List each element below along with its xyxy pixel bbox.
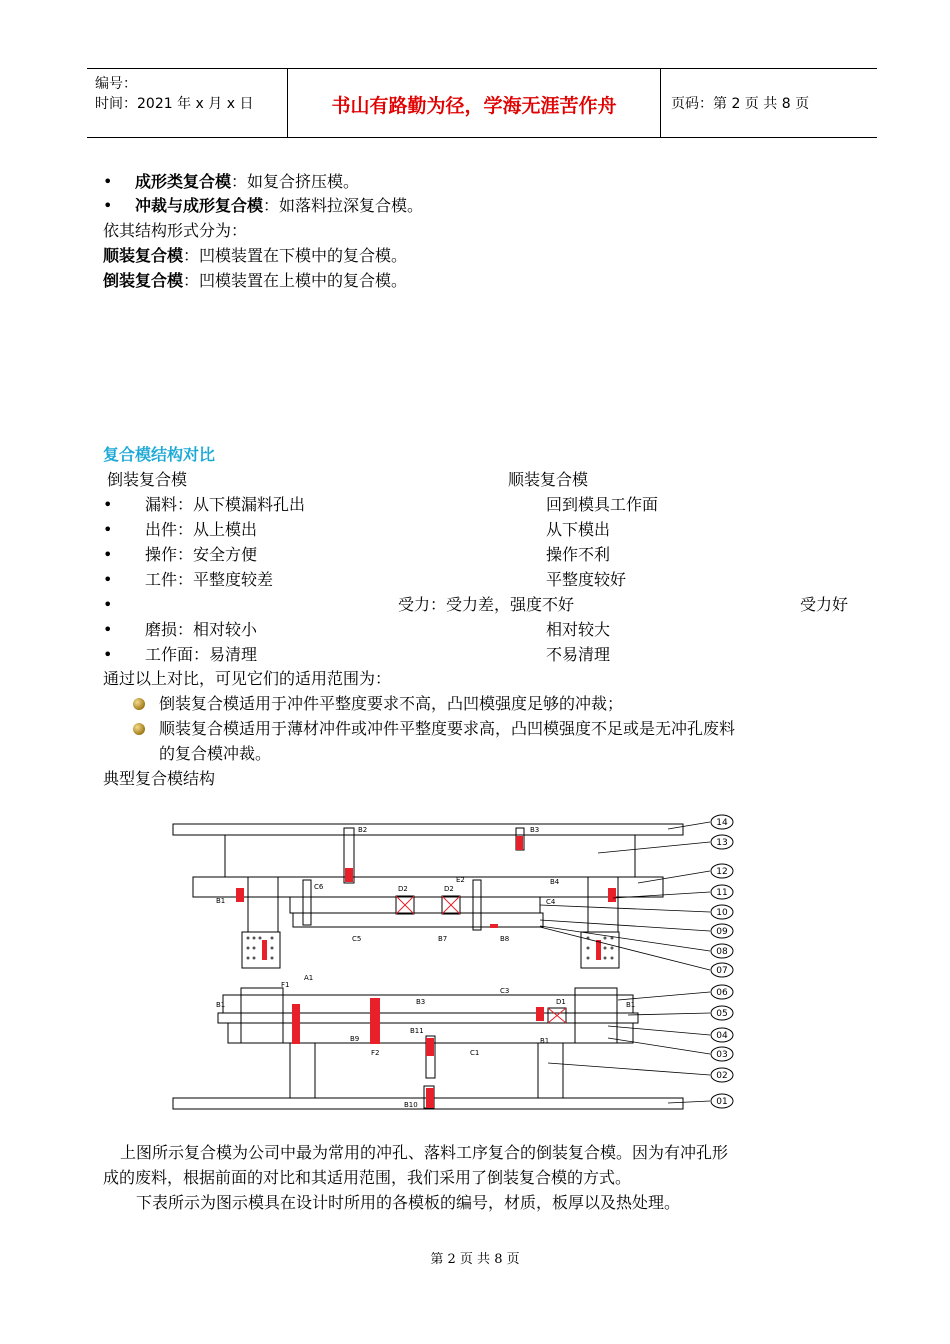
motto-text: 书山有路勤为径，学海无涯苦作舟 <box>331 95 617 117</box>
callout-08: 08 <box>716 947 728 957</box>
pin-e2 <box>473 880 481 930</box>
label-b8: B8 <box>500 935 510 943</box>
label-c4: C4 <box>546 898 556 906</box>
intro-item-1-bold: 成形类复合模 <box>135 172 232 191</box>
page-footer: 第 2 页 共 8 页 <box>430 1252 520 1267</box>
compound-die-diagram <box>168 808 748 1118</box>
bullet-mark: • <box>103 495 113 514</box>
inverted-die-definition <box>103 270 407 292</box>
callout-12: 12 <box>716 867 728 877</box>
label-e2: E2 <box>456 876 465 884</box>
label-b3-upper: B3 <box>530 826 540 834</box>
callout-04: 04 <box>716 1031 728 1041</box>
row-right: 受力好 <box>800 595 849 614</box>
label-c3: C3 <box>500 987 510 995</box>
row-left: 漏料：从下模漏料孔出 <box>145 495 306 514</box>
upper-guide-left <box>248 877 278 932</box>
header-motto-cell <box>288 69 661 137</box>
label-c5: C5 <box>352 935 362 943</box>
page-header <box>87 68 877 138</box>
callout-03: 03 <box>716 1050 728 1060</box>
comparison-title: 复合模结构对比 <box>103 445 216 464</box>
label-d2-right: D2 <box>444 885 454 893</box>
label-c1: C1 <box>470 1049 480 1057</box>
plate-10 <box>290 897 540 913</box>
bullet-mark: • <box>103 570 113 589</box>
header-meta-cell <box>87 69 288 137</box>
lower-guide-left <box>241 988 283 1043</box>
bullet-mark: • <box>103 645 113 664</box>
label-a1: A1 <box>304 974 314 982</box>
summary-text: 通过以上对比，可见它们的适用范围为： <box>103 669 392 688</box>
row-right: 不易清理 <box>546 645 611 664</box>
time-label: 时间：2021 年 x 月 x 日 <box>95 96 254 112</box>
scope-1: 倒装复合模适用于冲件平整度要求不高，凸凹模强度足够的冲裁； <box>159 694 624 713</box>
label-d2-left: D2 <box>398 885 408 893</box>
label-b1-lower: B1 <box>216 1001 226 1009</box>
intro-item-2-rest: ：如落料拉深复合模。 <box>263 196 424 215</box>
callout-11: 11 <box>716 888 728 898</box>
bullet-ball-icon <box>133 723 145 735</box>
scope-2-line-1: 顺装复合模适用于薄材冲件或冲件平整度要求高，凸凹模强度不足或是无冲孔废料 <box>159 719 736 738</box>
row-right: 从下模出 <box>546 520 611 539</box>
paragraph-1-line-2: 成的废料，根据前面的对比和其适用范围，我们采用了倒装复合模的方式。 <box>103 1168 632 1187</box>
by-structure-text: 依其结构形式分为： <box>103 221 248 240</box>
callout-02: 02 <box>716 1071 728 1081</box>
bullet-mark: • <box>103 595 113 614</box>
number-label: 编号： <box>95 76 137 92</box>
pin-c6 <box>303 880 311 925</box>
scope-2-line-2: 的复合模冲裁。 <box>159 744 272 763</box>
callout-06: 06 <box>716 988 728 998</box>
label-f1: F1 <box>281 981 290 989</box>
label-b7: B7 <box>438 935 448 943</box>
row-left: 出件：从上模出 <box>145 520 258 539</box>
upper-die-block-13 <box>225 835 635 877</box>
forward-die-rest: ：凹模装置在下模中的复合模。 <box>183 246 408 265</box>
label-d1: D1 <box>556 998 566 1006</box>
paragraph-1-line-1: 上图所示复合模为公司中最为常用的冲孔、落料工序复合的倒装复合模。因为有冲孔形 <box>120 1143 729 1162</box>
inverted-die-bold: 倒装复合模 <box>103 271 184 290</box>
intro-item-1-rest: ：如复合挤压模。 <box>231 172 360 191</box>
bullet-mark: • <box>103 620 113 639</box>
label-b10: B10 <box>404 1101 418 1109</box>
bullet-mark: • <box>103 196 113 215</box>
label-c6: C6 <box>314 883 324 891</box>
inverted-die-rest: ：凹模装置在上模中的复合模。 <box>183 271 408 290</box>
label-b1-bottom: B1 <box>540 1037 550 1045</box>
leg-right <box>538 1043 563 1098</box>
page-label: 页码：第 2 页 共 8 页 <box>671 96 810 112</box>
bullet-mark: • <box>103 172 113 191</box>
plate-09 <box>293 913 543 927</box>
row-left: 受力：受力差，强度不好 <box>398 595 575 614</box>
row-right: 回到模具工作面 <box>546 495 659 514</box>
callout-13: 13 <box>716 838 728 848</box>
header-page-cell <box>661 69 877 137</box>
label-b1-right: B1 <box>626 1001 636 1009</box>
label-b9: B9 <box>350 1035 360 1043</box>
paragraph-2: 下表所示为图示模具在设计时所用的各模板的编号，材质，板厚以及热处理。 <box>136 1193 681 1212</box>
callout-10: 10 <box>716 908 728 918</box>
label-b3-lower: B3 <box>416 998 426 1006</box>
leg-left <box>290 1043 315 1098</box>
label-b4: B4 <box>550 878 560 886</box>
intro-item-2-bold: 冲裁与成形复合模 <box>135 196 264 215</box>
bullet-mark: • <box>103 545 113 564</box>
label-b2: B2 <box>358 826 368 834</box>
upper-plate-14 <box>173 824 683 835</box>
col-right-header: 顺装复合模 <box>508 470 589 489</box>
callout-07: 07 <box>716 966 728 976</box>
row-left: 工作面：易清理 <box>145 645 258 664</box>
row-right: 相对较大 <box>546 620 611 639</box>
forward-die-definition <box>103 245 407 267</box>
row-right: 平整度较好 <box>546 570 627 589</box>
typical-structure-caption: 典型复合模结构 <box>103 769 216 788</box>
plate-06 <box>223 995 636 1013</box>
forward-die-bold: 顺装复合模 <box>103 246 184 265</box>
intro-item-1 <box>135 171 359 193</box>
plate-12 <box>193 877 663 897</box>
intro-item-2 <box>135 195 423 217</box>
label-b11: B11 <box>410 1027 424 1035</box>
callout-14: 14 <box>716 818 728 828</box>
col-left-header: 倒装复合模 <box>107 470 188 489</box>
lower-guide-right <box>575 988 617 1043</box>
label-f2: F2 <box>371 1049 380 1057</box>
bullet-ball-icon <box>133 698 145 710</box>
callout-09: 09 <box>716 927 728 937</box>
callout-05: 05 <box>716 1009 728 1019</box>
callout-01: 01 <box>716 1097 728 1107</box>
row-left: 工件：平整度较差 <box>145 570 274 589</box>
bullet-mark: • <box>103 520 113 539</box>
label-b1-upper: B1 <box>216 897 226 905</box>
row-left: 操作：安全方便 <box>145 545 258 564</box>
row-right: 操作不利 <box>546 545 611 564</box>
row-left: 磨损：相对较小 <box>145 620 258 639</box>
